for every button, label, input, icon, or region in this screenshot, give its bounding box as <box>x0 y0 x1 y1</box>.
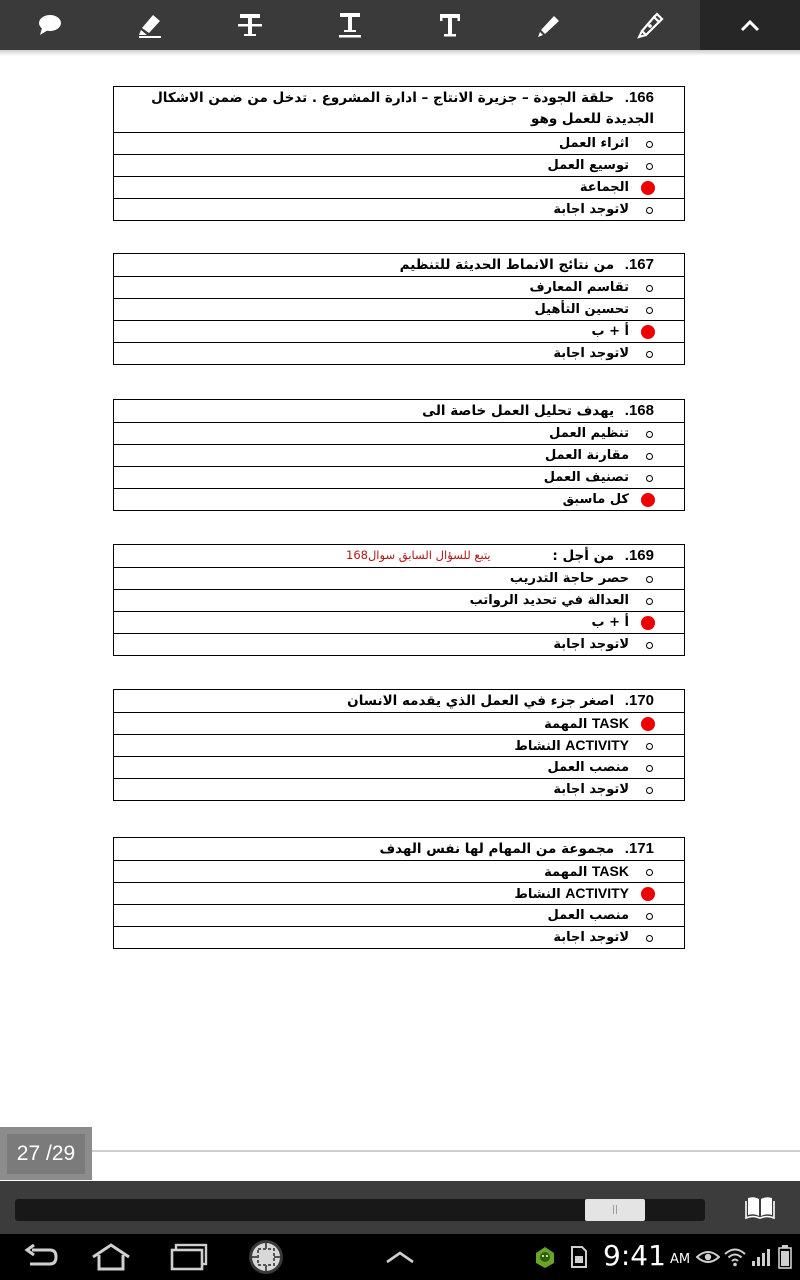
question-170 <box>113 689 685 801</box>
answer-option-selected[interactable] <box>114 320 684 342</box>
smart-stay-eye-icon <box>696 1249 720 1265</box>
question-171 <box>113 837 685 949</box>
battery-icon <box>778 1245 792 1269</box>
option-label: حصر حاجة التدريب <box>509 571 629 586</box>
question-166 <box>113 86 685 221</box>
option-label-en: TASK <box>591 715 629 731</box>
answer-option[interactable] <box>114 154 684 176</box>
question-header <box>114 400 684 422</box>
option-label: أ + ب <box>591 324 629 339</box>
answer-option[interactable] <box>114 860 684 882</box>
option-label-en: ACTIVITY <box>565 885 629 901</box>
answer-option[interactable] <box>114 633 684 655</box>
question-number: 167. <box>624 256 654 273</box>
answer-mark <box>641 325 655 339</box>
answer-option[interactable] <box>114 298 684 320</box>
document-page[interactable] <box>0 56 800 1126</box>
back-button[interactable] <box>18 1234 62 1280</box>
pencil-tool-button[interactable] <box>500 0 600 50</box>
highlighter-icon <box>136 12 164 38</box>
answer-option[interactable] <box>114 466 684 488</box>
bookmarks-button[interactable] <box>744 1194 776 1220</box>
pen-signature-icon <box>636 11 664 39</box>
question-number: 170. <box>624 692 654 709</box>
question-header <box>114 254 684 276</box>
answer-option-selected[interactable] <box>114 488 684 510</box>
android-app-icon <box>533 1245 557 1269</box>
option-label: لاتوجد اجابة <box>553 782 629 797</box>
option-label: أ + ب <box>591 615 629 630</box>
underline-text-icon <box>338 12 362 38</box>
sd-card-icon <box>570 1246 588 1268</box>
open-book-icon <box>744 1194 776 1220</box>
page-divider <box>92 1150 800 1152</box>
speech-bubble-icon <box>37 13 63 37</box>
question-number: 169. <box>624 547 654 564</box>
option-label: الجماعة <box>579 180 629 195</box>
option-label: تنظيم العمل <box>549 426 629 441</box>
pencil-icon <box>537 12 563 38</box>
chevron-up-icon <box>740 18 760 32</box>
option-bullet <box>646 913 653 920</box>
status-clock[interactable]: 9:41 <box>603 1239 666 1272</box>
answer-option[interactable] <box>114 904 684 926</box>
answer-option[interactable] <box>114 778 684 800</box>
answer-option[interactable] <box>114 756 684 778</box>
option-label: توسيع العمل <box>547 158 629 173</box>
answer-option[interactable] <box>114 342 684 364</box>
strikethrough-tool-button[interactable] <box>200 0 300 50</box>
option-label: لاتوجد اجابة <box>553 202 629 217</box>
underline-tool-button[interactable] <box>300 0 400 50</box>
screen-capture-icon <box>246 1237 286 1277</box>
answer-mark <box>641 717 655 731</box>
page-number-label: 27 /29 <box>7 1134 85 1174</box>
wifi-status <box>722 1234 748 1280</box>
question-text: حلقة الجودة – جزيرة الانتاج – ادارة المشروع . تدخل من ضمن الاشكال الجديدة للعمل وهو <box>151 90 654 127</box>
option-label: كل ماسبق <box>562 492 629 507</box>
answer-option-selected[interactable] <box>114 611 684 633</box>
question-header <box>114 690 684 712</box>
answer-option[interactable] <box>114 132 684 154</box>
system-navigation-bar <box>0 1234 800 1280</box>
question-168 <box>113 399 685 511</box>
answer-option-selected[interactable] <box>114 176 684 198</box>
status-ampm: AM <box>670 1252 691 1267</box>
home-icon <box>90 1243 132 1271</box>
answer-option[interactable] <box>114 926 684 948</box>
question-text: اصغر جزء في العمل الذي يقدمه الانسان <box>347 693 615 709</box>
page-scrub-bar <box>0 1181 800 1234</box>
strikethrough-text-icon <box>237 12 263 38</box>
question-number: 168. <box>624 402 654 419</box>
recent-apps-button[interactable] <box>166 1234 212 1280</box>
question-text: مجموعة من المهام لها نفس الهدف <box>379 841 615 857</box>
option-label: مقارنة العمل <box>544 448 629 463</box>
option-label: لاتوجد اجابة <box>553 346 629 361</box>
wifi-icon <box>723 1247 747 1267</box>
option-bullet <box>646 207 653 214</box>
option-label-en: ACTIVITY <box>565 737 629 753</box>
option-label: تقاسم المعارف <box>529 280 629 295</box>
recent-apps-icon <box>169 1243 209 1271</box>
question-text: من نتائج الانماط الحديثة للتنظيم <box>399 257 615 273</box>
answer-mark <box>641 181 655 195</box>
option-label: العدالة في تحديد الرواتب <box>469 593 629 608</box>
answer-option-selected[interactable] <box>114 882 684 904</box>
option-bullet <box>646 163 653 170</box>
option-bullet <box>646 351 653 358</box>
option-label: المهمة <box>544 865 588 880</box>
answer-mark <box>641 887 655 901</box>
option-bullet <box>646 787 653 794</box>
question-header <box>114 545 684 567</box>
answer-option-selected[interactable] <box>114 712 684 734</box>
collapse-toolbar-button[interactable] <box>700 0 800 50</box>
battery-status <box>774 1234 796 1280</box>
answer-option[interactable] <box>114 734 684 756</box>
menu-up-button[interactable] <box>380 1234 420 1280</box>
option-bullet <box>646 453 653 460</box>
comment-tool-button[interactable] <box>0 0 100 50</box>
answer-option[interactable] <box>114 422 684 444</box>
option-label: لاتوجد اجابة <box>553 637 629 652</box>
option-label: النشاط <box>514 887 561 902</box>
option-bullet <box>646 642 653 649</box>
answer-mark <box>641 493 655 507</box>
option-bullet <box>646 743 653 750</box>
option-label: منصب العمل <box>547 760 629 775</box>
option-bullet <box>646 869 653 876</box>
cellular-signal-icon <box>751 1247 771 1267</box>
option-bullet <box>646 475 653 482</box>
option-label: اثراء العمل <box>558 136 629 151</box>
option-bullet <box>646 576 653 583</box>
option-label: النشاط <box>514 739 561 754</box>
option-label: منصب العمل <box>547 908 629 923</box>
text-tool-icon <box>438 12 462 38</box>
eye-status <box>694 1234 722 1280</box>
option-bullet <box>646 141 653 148</box>
text-tool-button[interactable] <box>400 0 500 50</box>
answer-option[interactable] <box>114 198 684 220</box>
option-label: تحسين التأهيل <box>534 302 629 317</box>
question-header <box>114 87 684 132</box>
screenshot-button[interactable] <box>244 1234 288 1280</box>
notification-app-icon[interactable] <box>530 1234 560 1280</box>
scrub-thumb[interactable]: || <box>585 1199 645 1221</box>
option-label-en: TASK <box>591 863 629 879</box>
option-bullet <box>646 935 653 942</box>
chevron-up-icon <box>384 1249 416 1265</box>
option-label: لاتوجد اجابة <box>553 930 629 945</box>
page-indicator[interactable] <box>0 1127 92 1180</box>
question-text: يهدف تحليل العمل خاصة الى <box>422 403 615 419</box>
highlight-tool-button[interactable] <box>100 0 200 50</box>
question-169 <box>113 544 685 656</box>
option-bullet <box>646 765 653 772</box>
home-button[interactable] <box>88 1234 134 1280</box>
answer-option[interactable] <box>114 589 684 611</box>
option-bullet <box>646 598 653 605</box>
question-167 <box>113 253 685 365</box>
answer-option[interactable] <box>114 567 684 589</box>
answer-option[interactable] <box>114 276 684 298</box>
option-bullet <box>646 285 653 292</box>
option-label: تصنيف العمل <box>543 470 629 485</box>
sd-card-notification[interactable] <box>566 1234 592 1280</box>
back-arrow-icon <box>22 1244 58 1270</box>
annotation-toolbar <box>0 0 800 51</box>
signature-tool-button[interactable] <box>600 0 700 50</box>
option-bullet <box>646 307 653 314</box>
question-number: 166. <box>624 89 654 106</box>
answer-option[interactable] <box>114 444 684 466</box>
signal-status <box>750 1234 772 1280</box>
question-text: من أجل : <box>552 548 615 564</box>
handwritten-note: يتبع للسؤال السابق سوال168 <box>346 548 491 562</box>
question-number: 171. <box>624 840 654 857</box>
option-bullet <box>646 431 653 438</box>
question-header <box>114 838 684 860</box>
answer-mark <box>641 616 655 630</box>
option-label: المهمة <box>544 717 588 732</box>
